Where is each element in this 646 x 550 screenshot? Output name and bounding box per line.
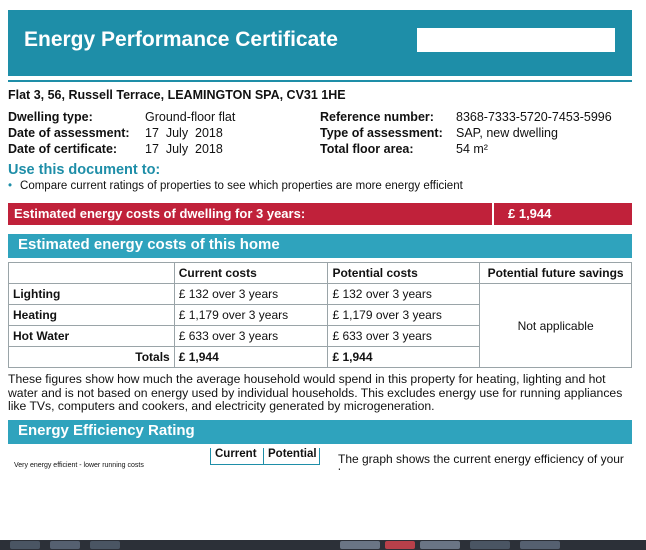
header-divider xyxy=(8,80,632,82)
floor-area-value: 54 m² xyxy=(456,142,488,156)
floor-area-label: Total floor area: xyxy=(320,142,414,156)
taskbar-item[interactable] xyxy=(50,541,80,549)
assessment-date-value: 17 July 2018 xyxy=(145,126,223,140)
use-document-bullet xyxy=(8,180,463,192)
taskbar-item[interactable] xyxy=(520,541,560,549)
bullet-text: Compare current ratings of properties to see which properties are more energy efficient xyxy=(20,180,463,192)
certificate-date-value: 17 July 2018 xyxy=(145,142,223,156)
dwelling-type-value: Ground-floor flat xyxy=(145,110,236,124)
header-blank-box xyxy=(417,28,615,52)
rating-section-bar xyxy=(8,420,632,444)
totals-potential: £ 1,944 xyxy=(328,347,480,368)
totals-current: £ 1,944 xyxy=(174,347,328,368)
row-label-hot-water: Hot Water xyxy=(9,326,175,347)
costs-explanation: These figures show how much the average household would spend in this property for heating, lighting and hot water and is not based on energy used by individual households. This excludes energy use for running appliances like TVs, computers and cookers, and electricity generated by microgeneration. xyxy=(8,372,623,413)
rating-graph-text: The graph shows the current energy efficiency of your xyxy=(338,452,624,466)
table-header-empty xyxy=(9,263,175,284)
energy-costs-table xyxy=(8,262,632,368)
costs-section-heading: Estimated energy costs of this home xyxy=(18,236,280,253)
rating-col-potential: Potential xyxy=(263,448,320,465)
estimated-total-value: £ 1,944 xyxy=(508,206,552,221)
use-document-heading: Use this document to: xyxy=(8,162,161,178)
hot-water-potential: £ 633 over 3 years xyxy=(328,326,480,347)
heating-potential: £ 1,179 over 3 years xyxy=(328,305,480,326)
costs-section-bar xyxy=(8,234,632,258)
lighting-current: £ 132 over 3 years xyxy=(174,284,328,305)
taskbar-item[interactable] xyxy=(10,541,40,549)
bullet-dot-icon: • xyxy=(8,180,13,192)
taskbar-item[interactable] xyxy=(90,541,120,549)
savings-cell: Not applicable xyxy=(480,284,632,368)
rating-col-current: Current xyxy=(210,448,264,465)
taskbar-item[interactable] xyxy=(420,541,460,549)
table-header-potential: Potential costs xyxy=(328,263,480,284)
certificate-header xyxy=(8,10,632,76)
dwelling-type-label: Dwelling type: xyxy=(8,110,93,124)
assessment-type-label: Type of assessment: xyxy=(320,126,443,140)
taskbar-item[interactable] xyxy=(470,541,510,549)
rating-section-heading: Energy Efficiency Rating xyxy=(18,422,195,439)
estimated-total-banner xyxy=(8,203,632,225)
estimated-total-label: Estimated energy costs of dwelling for 3 years: xyxy=(14,206,306,221)
totals-label: Totals xyxy=(9,347,175,368)
table-header-current: Current costs xyxy=(174,263,328,284)
assessment-type-value: SAP, new dwelling xyxy=(456,126,558,140)
reference-label: Reference number: xyxy=(320,110,434,124)
banner-separator xyxy=(492,203,494,225)
property-address: Flat 3, 56, Russell Terrace, LEAMINGTON SPA, CV31 1HE xyxy=(8,88,346,102)
heating-current: £ 1,179 over 3 years xyxy=(174,305,328,326)
rating-scale-top-label: Very energy efficient - lower running costs xyxy=(14,462,144,469)
taskbar-item[interactable] xyxy=(385,541,415,549)
taskbar xyxy=(0,540,646,550)
certificate-title: Energy Performance Certificate xyxy=(24,28,338,51)
table-row xyxy=(9,284,632,305)
table-header-savings: Potential future savings xyxy=(480,263,632,284)
taskbar-item[interactable] xyxy=(340,541,380,549)
cropped-blank-area xyxy=(0,470,646,550)
reference-value: 8368-7333-5720-7453-5996 xyxy=(456,110,612,124)
row-label-heating: Heating xyxy=(9,305,175,326)
lighting-potential: £ 132 over 3 years xyxy=(328,284,480,305)
assessment-date-label: Date of assessment: xyxy=(8,126,130,140)
hot-water-current: £ 633 over 3 years xyxy=(174,326,328,347)
table-header-row xyxy=(9,263,632,284)
certificate-date-label: Date of certificate: xyxy=(8,142,118,156)
row-label-lighting: Lighting xyxy=(9,284,175,305)
